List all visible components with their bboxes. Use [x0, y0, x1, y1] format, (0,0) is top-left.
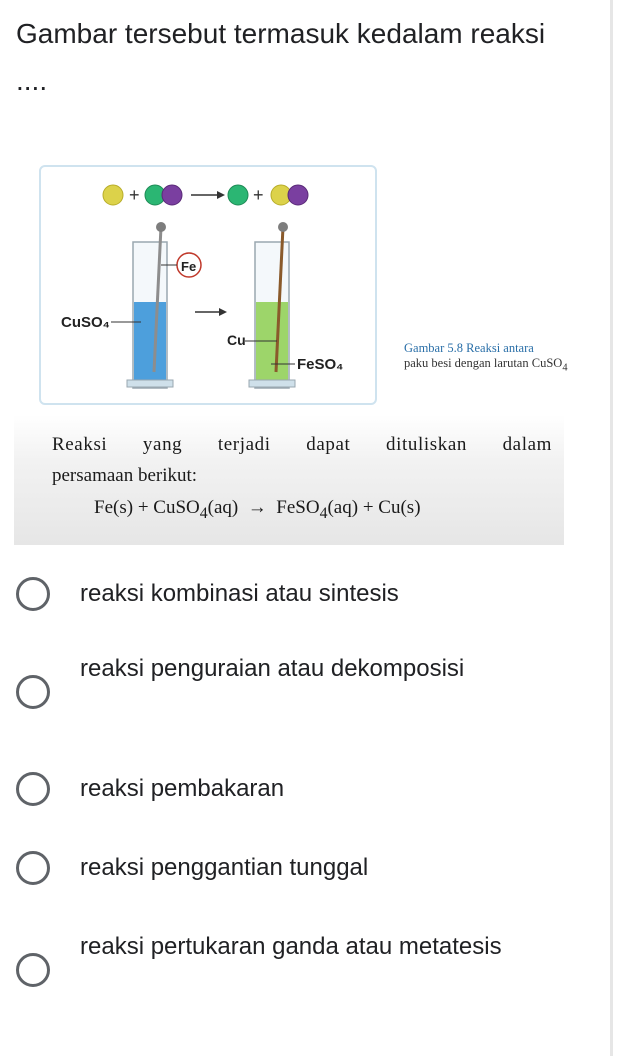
feso4-label: FeSO₄ [297, 356, 344, 373]
page-edge-divider [610, 0, 613, 1056]
right-tube-base [249, 380, 295, 387]
radio-button-icon[interactable] [16, 675, 50, 709]
option-1[interactable] [0, 569, 610, 619]
option-label: reaksi penggantian tunggal [80, 854, 369, 881]
eq-feso4-state: (aq) [327, 497, 359, 518]
eq-arrow: → [247, 497, 267, 518]
radio-button-icon[interactable] [16, 851, 50, 885]
eq-fe: Fe [94, 497, 113, 518]
option-5[interactable] [0, 925, 610, 1017]
nail-head [156, 222, 166, 232]
option-4[interactable] [0, 847, 610, 897]
option-3[interactable] [0, 767, 610, 817]
option-label: reaksi pertukaran ganda atau metatesis [80, 933, 502, 960]
eq-cuso4-sub: 4 [199, 504, 208, 522]
caption-sub: 4 [562, 362, 568, 374]
eq-fe-state: (s) [113, 497, 134, 518]
plus-symbol: + [253, 185, 264, 205]
plus-symbol: + [129, 185, 140, 205]
cuso4-label: CuSO₄ [61, 314, 110, 331]
option-2[interactable] [0, 647, 610, 739]
eq-cuso4: CuSO [153, 497, 200, 518]
process-arrow-head [219, 308, 227, 316]
option-label: reaksi penguraian atau dekomposisi [80, 655, 465, 682]
equation-panel [14, 415, 564, 545]
sulfate-ion-icon [288, 185, 308, 205]
eq-plus: + [362, 497, 374, 518]
question-figure [14, 150, 568, 545]
caption-label: Reaksi antara [466, 341, 534, 355]
eq-cu-state: (s) [400, 497, 421, 518]
equation-intro-line2: persamaan berikut: [52, 465, 198, 486]
chemical-equation [94, 497, 421, 523]
iron-atom-icon [103, 185, 123, 205]
radio-button-icon[interactable] [16, 772, 50, 806]
radio-button-icon[interactable] [16, 953, 50, 987]
reaction-diagram-svg [41, 167, 375, 403]
left-tube-blue-solution [134, 302, 166, 380]
fe-label: Fe [181, 259, 197, 274]
radio-button-icon[interactable] [16, 577, 50, 611]
reaction-diagram [39, 165, 377, 405]
copper-atom-icon [228, 185, 248, 205]
question-text: Gambar tersebut termasuk kedalam reaksi .... [16, 18, 546, 96]
sulfate-ion-icon [162, 185, 182, 205]
eq-feso4-sub: 4 [319, 504, 328, 522]
option-label: reaksi pembakaran [80, 775, 285, 802]
caption-body: paku besi dengan larutan CuSO [404, 356, 563, 370]
equation-intro-line1: Reaksi yang terjadi dapat dituliskan dalam [52, 434, 552, 455]
eq-plus: + [137, 497, 149, 518]
eq-cu: Cu [378, 497, 401, 518]
cu-label: Cu [227, 332, 246, 348]
left-tube-base [127, 380, 173, 387]
nail-head [278, 222, 288, 232]
option-label: reaksi kombinasi atau sintesis [80, 580, 399, 607]
reaction-arrow-head [217, 191, 225, 199]
eq-cuso4-state: (aq) [207, 497, 239, 518]
figure-caption [404, 341, 574, 376]
eq-feso4: FeSO [276, 497, 320, 518]
caption-number: Gambar 5.8 [404, 341, 464, 355]
